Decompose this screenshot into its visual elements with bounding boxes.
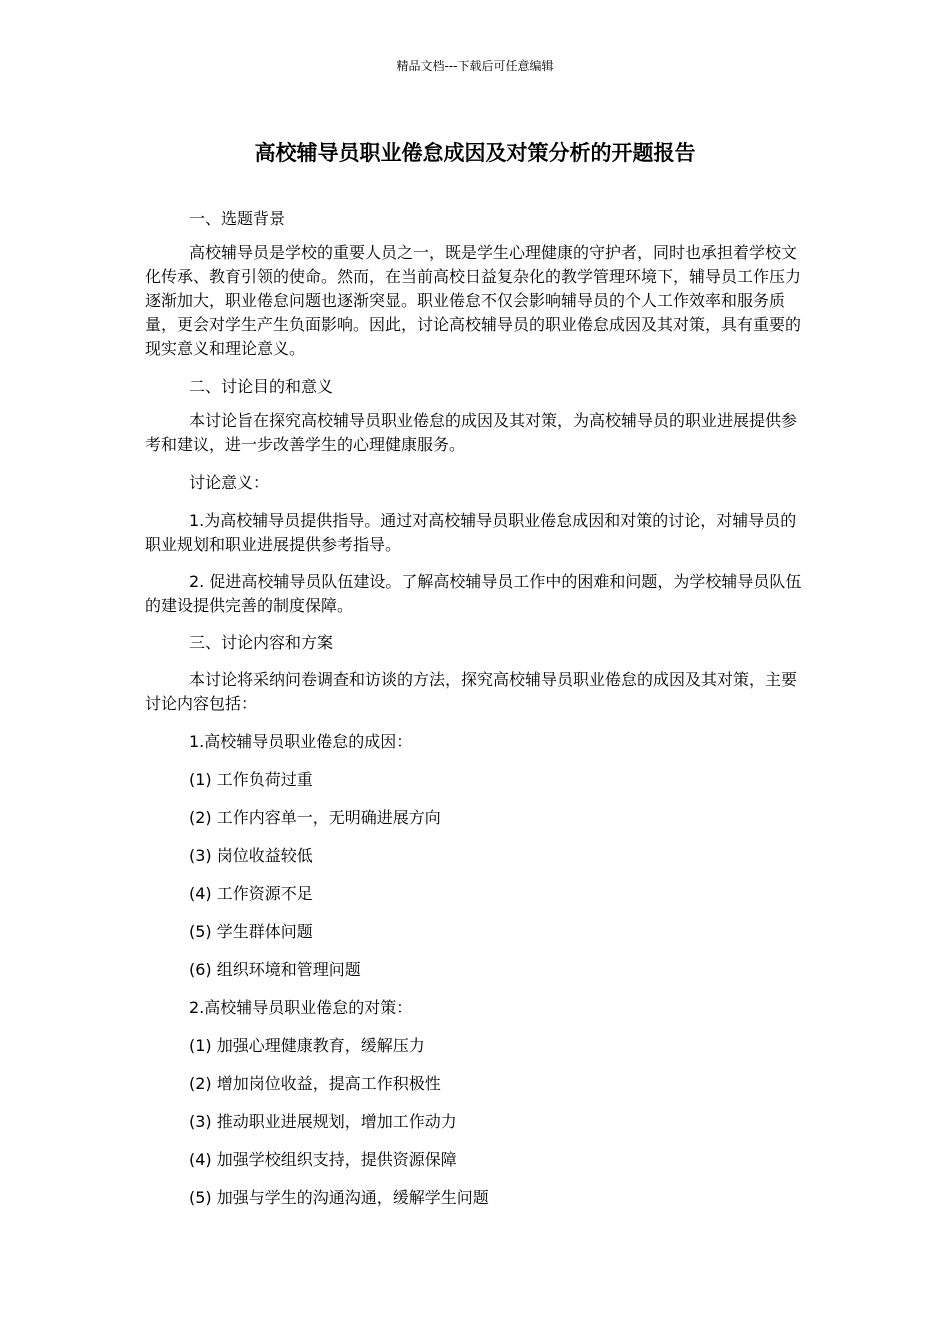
section-heading-background: 一、选题背景 <box>189 209 286 228</box>
document-body <box>145 207 811 1210</box>
section-heading-content: 三、讨论内容和方案 <box>189 633 334 652</box>
list-item-cause-6: (6) 组织环境和管理问题 <box>189 960 361 979</box>
list-item-cause-1: (1) 工作负荷过重 <box>189 770 313 789</box>
list-item-cause-3: (3) 岗位收益较低 <box>189 846 313 865</box>
paragraph-significance-label: 讨论意义： <box>189 473 270 492</box>
paragraph-significance-2: 2. 促进高校辅导员队伍建设。了解高校辅导员工作中的困难和问题，为学校辅导员队伍的建设提供完善的制度保障。 <box>145 572 802 615</box>
list-item-cause-4: (4) 工作资源不足 <box>189 884 313 903</box>
header-note: 精品文档---下载后可任意编辑 <box>396 59 554 73</box>
list-item-cause-5: (5) 学生群体问题 <box>189 922 313 941</box>
list-item-cause-2: (2) 工作内容单一，无明确进展方向 <box>189 808 441 827</box>
list-item-countermeasure-2: (2) 增加岗位收益，提高工作积极性 <box>189 1074 441 1093</box>
section-heading-purpose: 二、讨论目的和意义 <box>189 377 334 396</box>
list-item-countermeasure-1: (1) 加强心理健康教育，缓解压力 <box>189 1036 425 1055</box>
list-item-countermeasure-3: (3) 推动职业进展规划，增加工作动力 <box>189 1112 457 1131</box>
paragraph-significance-1: 1.为高校辅导员提供指导。通过对高校辅导员职业倦怠成因和对策的讨论，对辅导员的职业规划和职业进展提供参考指导。 <box>145 511 797 554</box>
list-item-countermeasure-4: (4) 加强学校组织支持，提供资源保障 <box>189 1150 457 1169</box>
list-heading-causes: 1.高校辅导员职业倦怠的成因： <box>189 732 413 751</box>
list-item-countermeasure-5: (5) 加强与学生的沟通沟通，缓解学生问题 <box>189 1188 489 1207</box>
list-heading-countermeasures: 2.高校辅导员职业倦怠的对策： <box>189 998 413 1017</box>
paragraph-background: 高校辅导员是学校的重要人员之一，既是学生心理健康的守护者，同时也承担着学校文化传承、教育引领的使命。然而，在当前高校日益复杂化的教学管理环境下，辅导员工作压力逐渐加大，职业倦怠问题也逐渐突显。职业倦怠不仅会影响辅导员的个人工作效率和服务质量，更会对学生产生负面影响。因此，讨论高校辅导员的职业倦怠成因及其对策，具有重要的现实意义和理论意义。 <box>145 243 802 358</box>
paragraph-content-intro: 本讨论将采纳问卷调查和访谈的方法，探究高校辅导员职业倦怠的成因及其对策，主要讨论内容包括： <box>145 670 798 713</box>
document-title: 高校辅导员职业倦怠成因及对策分析的开题报告 <box>254 141 696 165</box>
paragraph-purpose: 本讨论旨在探究高校辅导员职业倦怠的成因及其对策，为高校辅导员的职业进展提供参考和建议，进一步改善学生的心理健康服务。 <box>145 411 798 454</box>
